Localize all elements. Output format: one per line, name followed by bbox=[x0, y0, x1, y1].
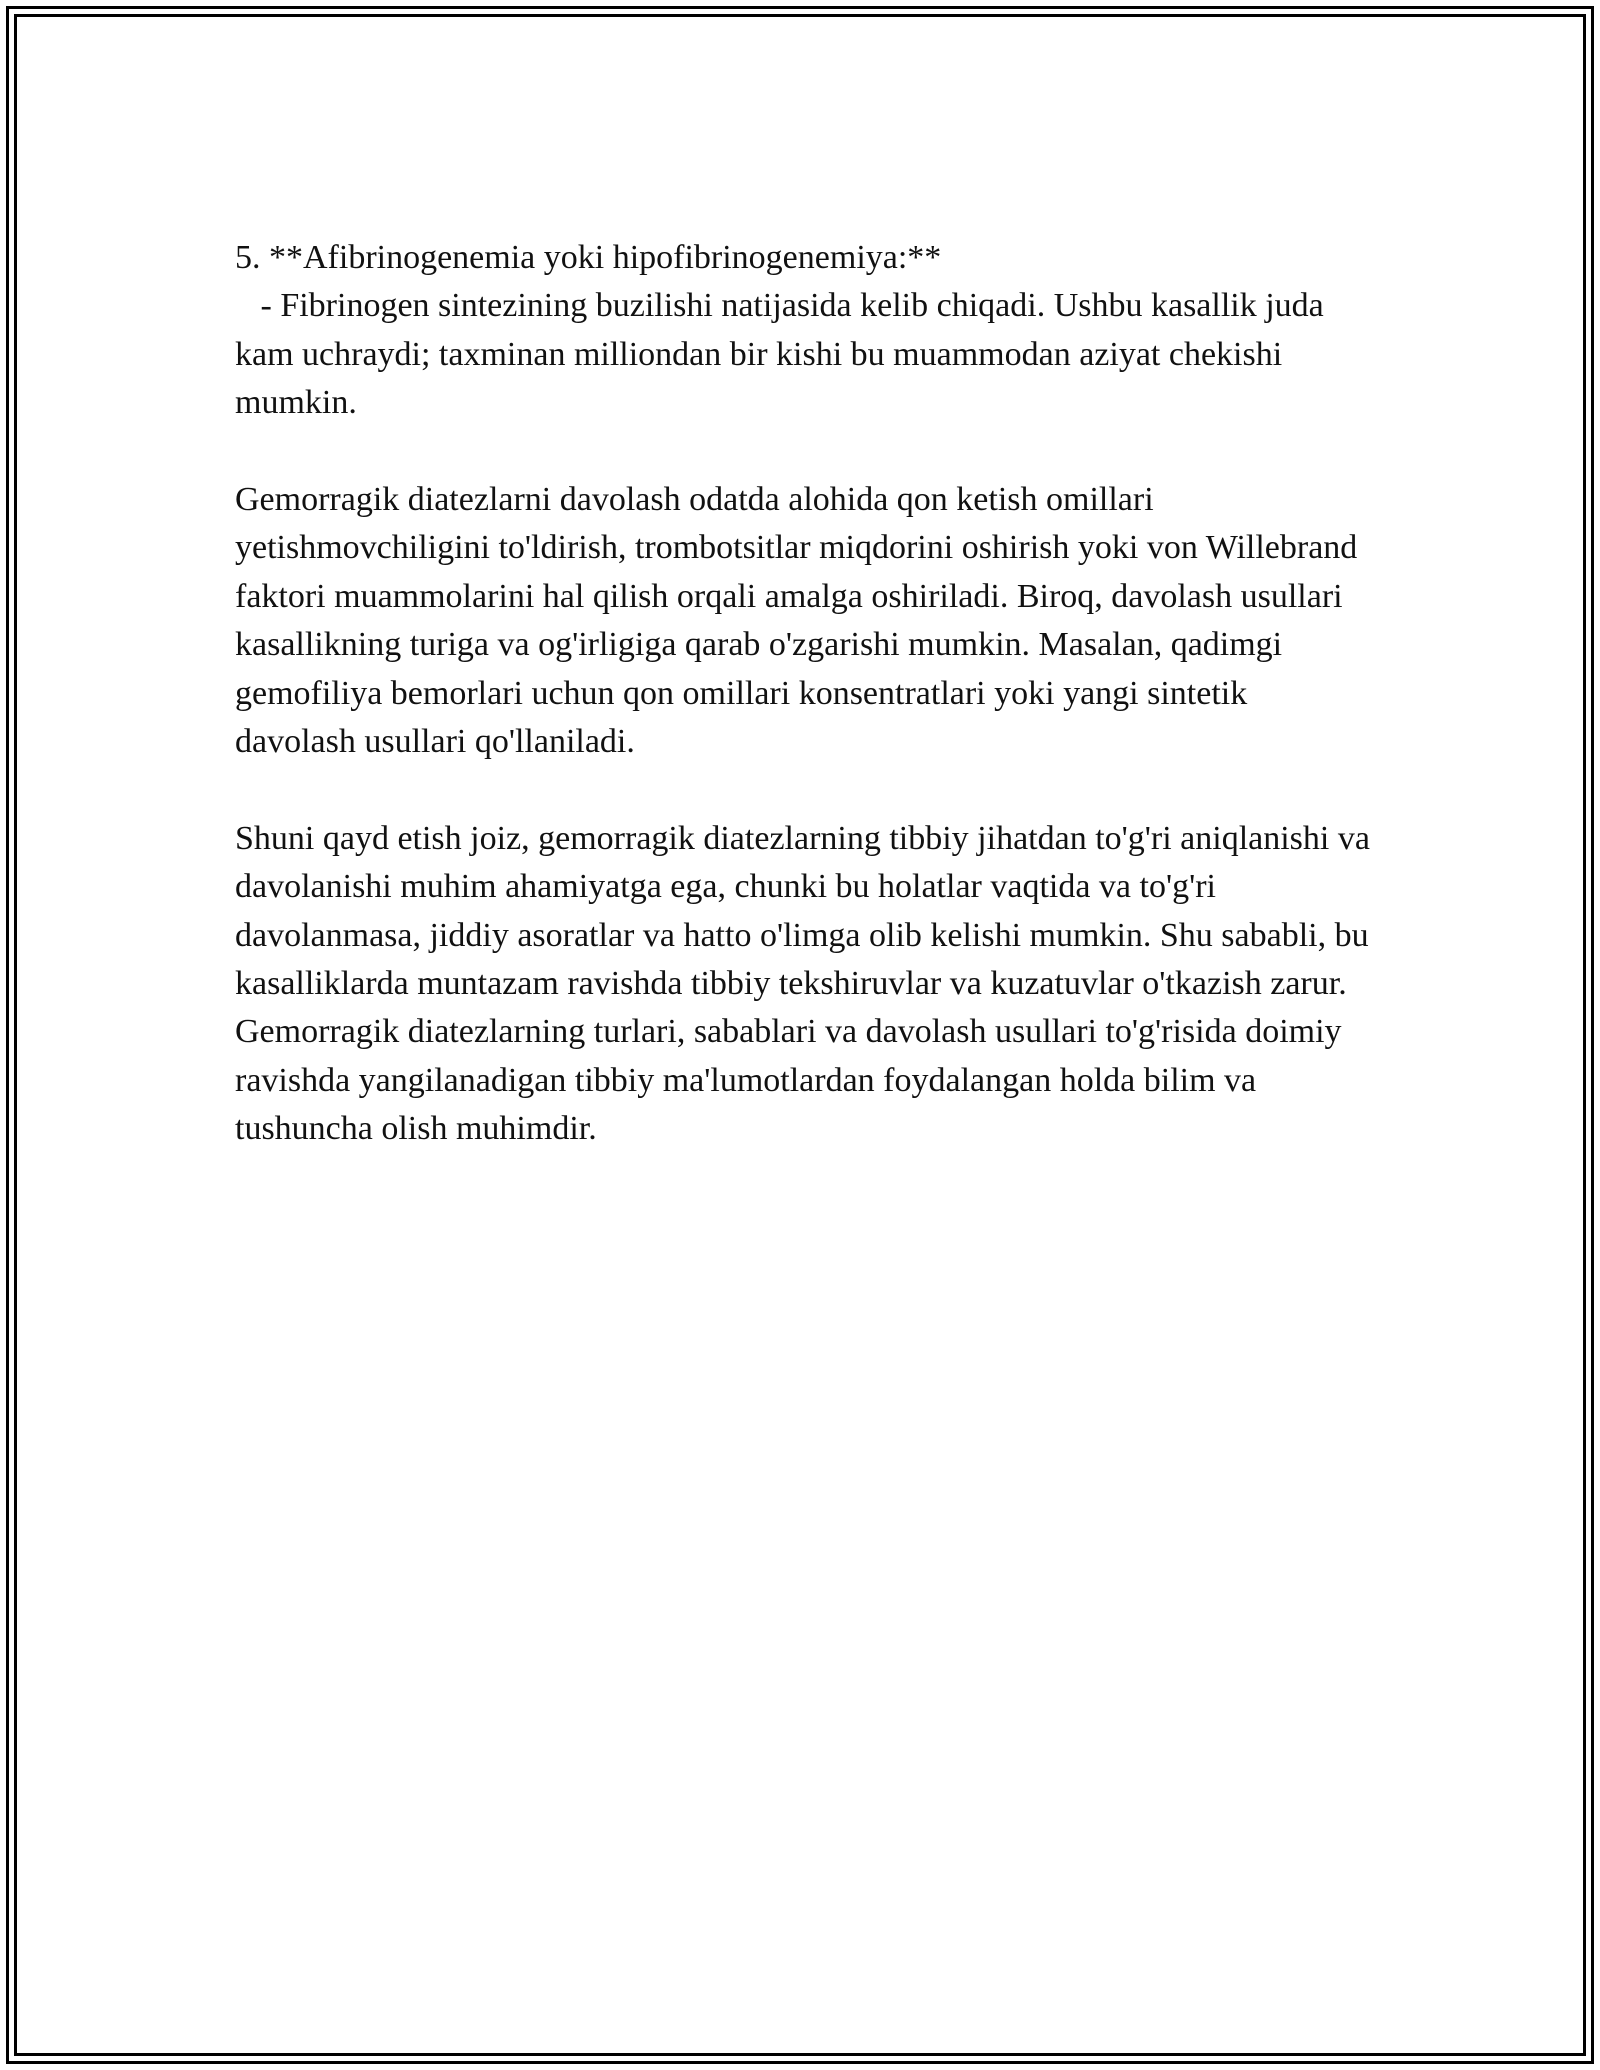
paragraph-spacer bbox=[235, 766, 1370, 814]
paragraph-treatment: Gemorragik diatezlarni davolash odatda alohida qon ketish omillari yetishmovchiligini to'ldirish, trombotsitlar miqdorini oshirish yoki von Willebrand faktori muammolarini hal qilish orqali amalga oshiriladi. Biroq, davolash usullari kasallikning turiga va og'irligiga qarab o'zgarishi mumkin. Masalan, qadimgi gemofiliya bemorlari uchun qon omillari konsentratlari yoki yangi sintetik davolash usullari qo'llaniladi. bbox=[235, 481, 1366, 761]
list-item-description: - Fibrinogen sintezining buzilishi natijasida kelib chiqadi. Ushbu kasallik juda kam uchraydi; taxminan milliondan bir kishi bu muammodan aziyat chekishi mumkin. bbox=[235, 287, 1333, 422]
list-item-heading: 5. **Afibrinogenemia yoki hipofibrinogenemiya:** bbox=[235, 239, 942, 276]
document-body bbox=[235, 234, 1379, 1154]
paragraph-conclusion: Shuni qayd etish joiz, gemorragik diatezlarning tibbiy jihatdan to'g'ri aniqlanishi va davolanishi muhim ahamiyatga ega, chunki bu holatlar vaqtida va to'g'ri davolanmasa, jiddiy asoratlar va hatto o'limga olib kelishi mumkin. Shu sababli, bu kasalliklarda muntazam ravishda tibbiy tekshiruvlar va kuzatuvlar o'tkazish zarur. Gemorragik diatezlarning turlari, sabablari va davolash usullari to'g'risida doimiy ravishda yangilanadigan tibbiy ma'lumotlardan foydalangan holda bilim va tushuncha olish muhimdir. bbox=[235, 819, 1379, 1148]
paragraph-spacer bbox=[235, 428, 1370, 476]
